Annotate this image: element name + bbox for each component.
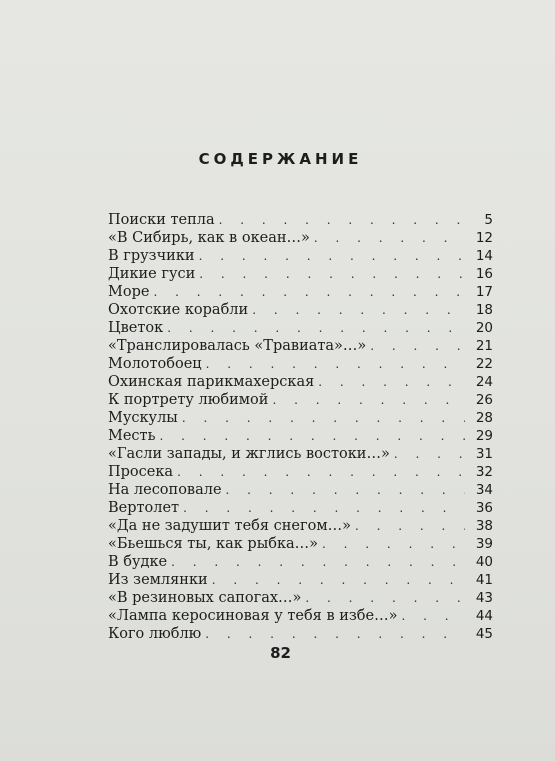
toc-entry-title: Охотские корабли (108, 302, 249, 318)
toc-entry-title: Поиски тепла (108, 212, 215, 228)
toc-entry (108, 319, 493, 337)
toc-entry-title: Мускулы (108, 410, 178, 426)
toc-entry (108, 607, 493, 625)
toc-entry-page: 28 (475, 410, 493, 426)
dot-leader (212, 571, 465, 589)
toc-entry (108, 535, 493, 553)
dot-leader (226, 481, 465, 499)
dot-leader (305, 589, 465, 607)
toc-entry (108, 553, 493, 571)
toc-entry-title: «Лампа керосиновая у тебя в избе…» (108, 608, 398, 624)
toc-entry-title: На лесоповале (108, 482, 222, 498)
toc-entry-page: 36 (475, 500, 493, 516)
toc-entry-title: «Транслировалась «Травиата»…» (108, 338, 367, 354)
dot-leader (167, 319, 465, 337)
dot-leader (159, 427, 465, 445)
toc-entry-title: Море (108, 284, 150, 300)
toc-entry (108, 355, 493, 373)
dot-leader (177, 463, 465, 481)
toc-entry-page: 39 (475, 536, 493, 552)
toc-entry (108, 283, 493, 301)
toc-entry-title: К портрету любимой (108, 392, 269, 408)
dot-leader (182, 409, 465, 427)
toc-entry (108, 211, 493, 229)
dot-leader (314, 229, 465, 247)
toc-entry (108, 247, 493, 265)
toc-entry-page: 16 (475, 266, 493, 282)
toc-entry-page: 17 (475, 284, 493, 300)
toc-entry (108, 625, 493, 643)
toc-entry-page: 20 (475, 320, 493, 336)
toc-entry-page: 43 (475, 590, 493, 606)
contents-heading: СОДЕРЖАНИЕ (198, 150, 363, 168)
toc-entry-title: Дикие гуси (108, 266, 196, 282)
toc-entry-page: 24 (475, 374, 493, 390)
toc-entry-page: 38 (475, 518, 493, 534)
toc-entry-page: 22 (475, 356, 493, 372)
toc-entry-title: Из землянки (108, 572, 208, 588)
toc-entry-title: Молотобоец (108, 356, 202, 372)
toc-entry-title: В будке (108, 554, 168, 570)
toc-entry-title: «Гасли запады, и жглись востоки…» (108, 446, 390, 462)
toc-entry-page: 31 (475, 446, 493, 462)
toc-entry-page: 34 (475, 482, 493, 498)
toc-entry (108, 481, 493, 499)
toc-entry (108, 589, 493, 607)
dot-leader (171, 553, 465, 571)
toc-entry (108, 445, 493, 463)
toc-entry (108, 409, 493, 427)
toc-entry-page: 40 (475, 554, 493, 570)
dot-leader (199, 265, 465, 283)
toc-entry-title: В грузчики (108, 248, 195, 264)
toc-entry-page: 29 (475, 428, 493, 444)
toc-entry-title: Кого люблю (108, 626, 202, 642)
toc-entry-page: 41 (475, 572, 493, 588)
toc-entry-page: 26 (475, 392, 493, 408)
toc-entry-title: Цветок (108, 320, 164, 336)
toc-entry-title: «В Сибирь, как в океан…» (108, 230, 310, 246)
toc-entry (108, 337, 493, 355)
toc-entry (108, 427, 493, 445)
toc-entry (108, 373, 493, 391)
toc-entry-title: Месть (108, 428, 156, 444)
dot-leader (199, 247, 465, 265)
dot-leader (318, 373, 465, 391)
toc-entry-title: Вертолет (108, 500, 180, 516)
dot-leader (272, 391, 465, 409)
toc-entry-page: 5 (484, 212, 493, 228)
toc-entry-title: «В резиновых сапогах…» (108, 590, 302, 606)
toc-entry (108, 229, 493, 247)
dot-leader (183, 499, 465, 517)
toc-entry (108, 571, 493, 589)
dot-leader (394, 445, 465, 463)
toc-entry-page: 12 (475, 230, 493, 246)
toc-entry-page: 32 (475, 464, 493, 480)
toc-entry-title: Охинская парикмахерская (108, 374, 315, 390)
toc-entry-page: 44 (475, 608, 493, 624)
dot-leader (206, 355, 465, 373)
dot-leader (322, 535, 465, 553)
toc-entry-page: 18 (475, 302, 493, 318)
toc-entry (108, 463, 493, 481)
dot-leader (401, 607, 465, 625)
toc-entry-page: 21 (475, 338, 493, 354)
toc-entry (108, 391, 493, 409)
toc-entry (108, 301, 493, 319)
dot-leader (252, 301, 465, 319)
toc-entry-title: «Бьешься ты, как рыбка…» (108, 536, 319, 552)
toc-entry-page: 14 (475, 248, 493, 264)
dot-leader (153, 283, 465, 301)
dot-leader (219, 211, 465, 229)
table-of-contents (108, 211, 493, 643)
toc-entry (108, 265, 493, 283)
dot-leader (370, 337, 465, 355)
dot-leader (205, 625, 465, 643)
toc-entry (108, 517, 493, 535)
toc-entry-page: 45 (475, 626, 493, 642)
toc-entry-title: Просека (108, 464, 174, 480)
toc-entry-title: «Да не задушит тебя снегом…» (108, 518, 351, 534)
toc-entry (108, 499, 493, 517)
dot-leader (355, 517, 465, 535)
page-number: 82 (270, 644, 291, 662)
